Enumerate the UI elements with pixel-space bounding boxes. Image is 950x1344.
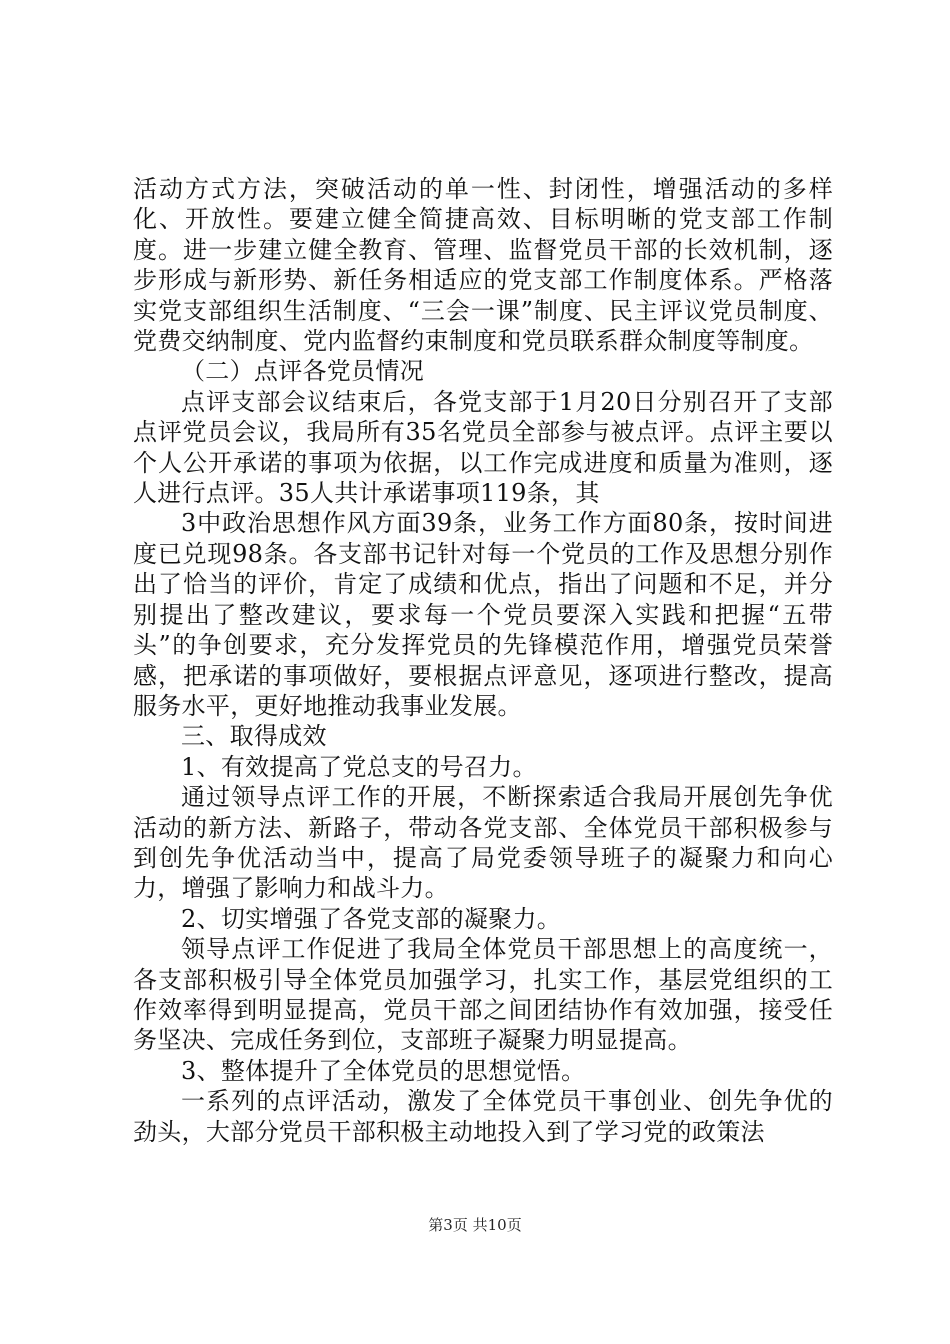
paragraph-5: 通过领导点评工作的开展，不断探索适合我局开展创先争优活动的新方法、新路子，带动各党支部、全体党员干部积极参与到创先争优活动当中，提高了局党委领导班子的凝聚力和向心力，增强了影响力和战斗力。 [133, 783, 833, 903]
section-heading-2: （二）点评各党员情况 [181, 357, 424, 386]
subheading-2: 2、切实增强了各党支部的凝聚力。 [181, 904, 562, 933]
paragraph-4: 3中政治思想作风方面39条，业务工作方面80条，按时间进度已兑现98条。各支部书记针对每一个党员的工作及思想分别作出了恰当的评价，肯定了成绩和优点，指出了问题和不足，并分别提出了整改建议，要求每一个党员要深入实践和把握“五带头”的争创要求，充分发挥党员的先锋模范作用，增强党员荣誉感，把承诺的事项做好，要根据点评意见，逐项进行整改，提高服务水平，更好地推动我事业发展。 [133, 509, 833, 720]
paragraph-1: 活动方式方法，突破活动的单一性、封闭性，增强活动的多样化、开放性。要建立健全简捷高效、目标明晰的党支部工作制度。进一步建立健全教育、管理、监督党员干部的长效机制，逐步形成与新形势、新任务相适应的党支部工作制度体系。严格落实党支部组织生活制度、“三会一课”制度、民主评议党员制度、党费交纳制度、党内监督约束制度和党员联系群众制度等制度。 [133, 175, 833, 356]
paragraph-3: 点评支部会议结束后，各党支部于1月20日分别召开了支部点评党员会议，我局所有35名党员全部参与被点评。点评主要以个人公开承诺的事项为依据，以工作完成进度和质量为准则，逐人进行点评。35人共计承诺事项119条，其 [133, 387, 833, 508]
section-heading-3: 三、取得成效 [181, 722, 327, 751]
paragraph-6: 领导点评工作促进了我局全体党员干部思想上的高度统一，各支部积极引导全体党员加强学习，扎实工作，基层党组织的工作效率得到明显提高，党员干部之间团结协作有效加强，接受任务坚决、完成任务到位，支部班子凝聚力明显提高。 [133, 935, 833, 1055]
subheading-1: 1、有效提高了党总支的号召力。 [181, 752, 537, 781]
document-body [133, 174, 833, 1147]
paragraph-7: 一系列的点评活动，激发了全体党员干事创业、创先争优的劲头，大部分党员干部积极主动地投入到了学习党的政策法 [133, 1087, 833, 1146]
page-number-footer: 第3页 共10页 [428, 1216, 522, 1234]
subheading-3: 3、整体提升了全体党员的思想觉悟。 [181, 1056, 586, 1085]
